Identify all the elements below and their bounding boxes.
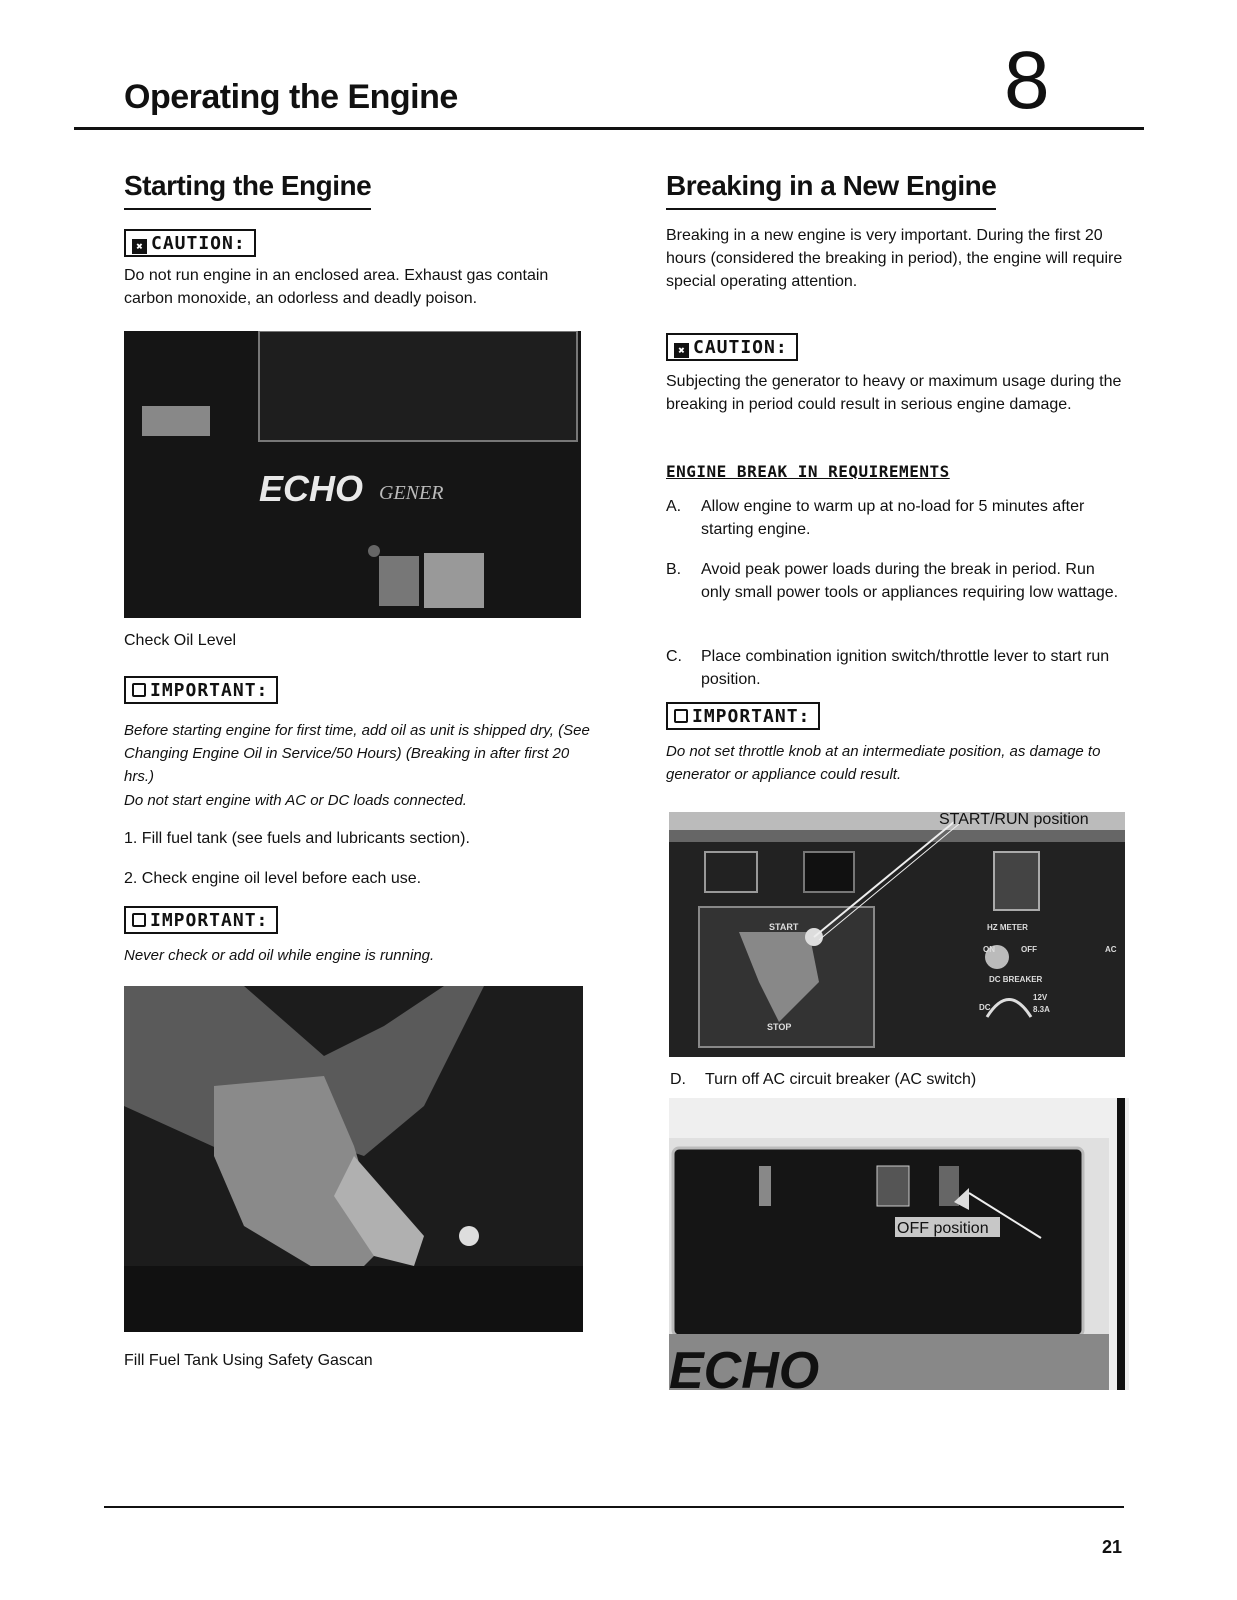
- caution-label: CAUTION:: [151, 233, 246, 254]
- photo4-logo: ECHO: [669, 1342, 820, 1390]
- important-badge-3: [666, 702, 820, 730]
- chapter-title: Operating the Engine: [124, 78, 458, 116]
- important-text-2: Never check or add oil while engine is running.: [124, 947, 435, 964]
- photo-caption-check-oil: Check Oil Level: [124, 632, 237, 649]
- step-d: [670, 1068, 1128, 1091]
- important-text-1: Before starting engine for first time, add oil as unit is shipped dry, (See Changing Engine Oil in Service/50 Hours) (Breaking in after first 20 hrs.): [124, 722, 590, 785]
- photo3-83a-text: 8.3A: [1033, 1005, 1050, 1014]
- requirements-heading: ENGINE BREAK IN REQUIREMENTS: [666, 462, 950, 481]
- requirement-letter: A.: [666, 498, 682, 515]
- caution-text: Do not run engine in an enclosed area. Exhaust gas contain carbon monoxide, an odorless and deadly poison.: [124, 267, 549, 307]
- section-title-starting: Starting the Engine: [124, 170, 371, 210]
- important-label: IMPORTANT:: [150, 910, 269, 931]
- important-badge-2: [124, 906, 278, 934]
- off-position-label: OFF position: [897, 1220, 989, 1237]
- photo3-ac-text: AC: [1105, 945, 1117, 954]
- requirement-text: Place combination ignition switch/throttle lever to start run position.: [701, 648, 1110, 688]
- important-label: IMPORTANT:: [150, 680, 269, 701]
- photo3-hz-text: HZ METER: [987, 923, 1028, 932]
- photo-fuel-tank: [124, 986, 583, 1332]
- photo-caption-fuel: Fill Fuel Tank Using Safety Gascan: [124, 1352, 373, 1369]
- photo-logo-gener: GENER: [379, 482, 444, 504]
- photo3-stop-text: STOP: [767, 1022, 792, 1032]
- photo-off-position: [669, 1098, 1129, 1390]
- photo3-dc-text: DC: [979, 1003, 991, 1012]
- footer-rule: [104, 1506, 1124, 1508]
- important-icon: [674, 709, 688, 723]
- requirement-item: [666, 645, 1124, 691]
- photo3-12v-text: 12V: [1033, 993, 1048, 1002]
- caution-text-2: Subjecting the generator to heavy or maximum usage during the breaking in period could result in serious engine damage.: [666, 373, 1122, 413]
- caution-icon: ✖: [132, 239, 147, 254]
- requirement-text: Avoid peak power loads during the break in period. Run only small power tools or appliances requiring low wattage.: [701, 561, 1119, 601]
- step-fill-fuel: 1. Fill fuel tank (see fuels and lubricants section).: [124, 830, 470, 847]
- caution-badge: [124, 229, 256, 257]
- step-check-oil: 2. Check engine oil level before each use.: [124, 870, 422, 887]
- caution-label: CAUTION:: [693, 337, 788, 358]
- chapter-number: 8: [1004, 35, 1050, 126]
- photo-check-oil: [124, 331, 581, 618]
- step-d-text: Turn off AC circuit breaker (AC switch): [705, 1071, 977, 1088]
- header-rule: [74, 127, 1144, 130]
- important-icon: [132, 913, 146, 927]
- important-icon: [132, 683, 146, 697]
- important-label: IMPORTANT:: [692, 706, 811, 727]
- photo3-off-text: OFF: [1021, 945, 1037, 954]
- requirement-text: Allow engine to warm up at no-load for 5 minutes after starting engine.: [701, 498, 1085, 538]
- requirement-item: [666, 558, 1124, 604]
- photo3-start-text: START: [769, 922, 799, 932]
- requirement-letter: B.: [666, 561, 682, 578]
- start-run-position-label: START/RUN position: [939, 812, 1089, 828]
- section-title-breaking: Breaking in a New Engine: [666, 170, 996, 210]
- photo-logo-echo: ECHO: [259, 468, 364, 509]
- photo-start-run: [669, 812, 1125, 1057]
- break-in-intro: Breaking in a new engine is very important. During the first 20 hours (considered the breaking in period), the engine will require special operating attention.: [666, 227, 1123, 290]
- photo3-on-text: ON: [983, 945, 995, 954]
- page-number: 21: [1102, 1537, 1123, 1557]
- caution-icon: ✖: [674, 343, 689, 358]
- photo3-dcbreaker-text: DC BREAKER: [989, 975, 1043, 984]
- important-badge-1: [124, 676, 278, 704]
- requirement-letter: C.: [666, 648, 682, 665]
- caution-badge-2: [666, 333, 798, 361]
- step-d-letter: D.: [670, 1071, 686, 1088]
- requirement-item: [666, 495, 1124, 541]
- important-text-3: Do not set throttle knob at an intermediate position, as damage to generator or appliance could result.: [666, 743, 1101, 783]
- important-text-1b: Do not start engine with AC or DC loads connected.: [124, 792, 467, 809]
